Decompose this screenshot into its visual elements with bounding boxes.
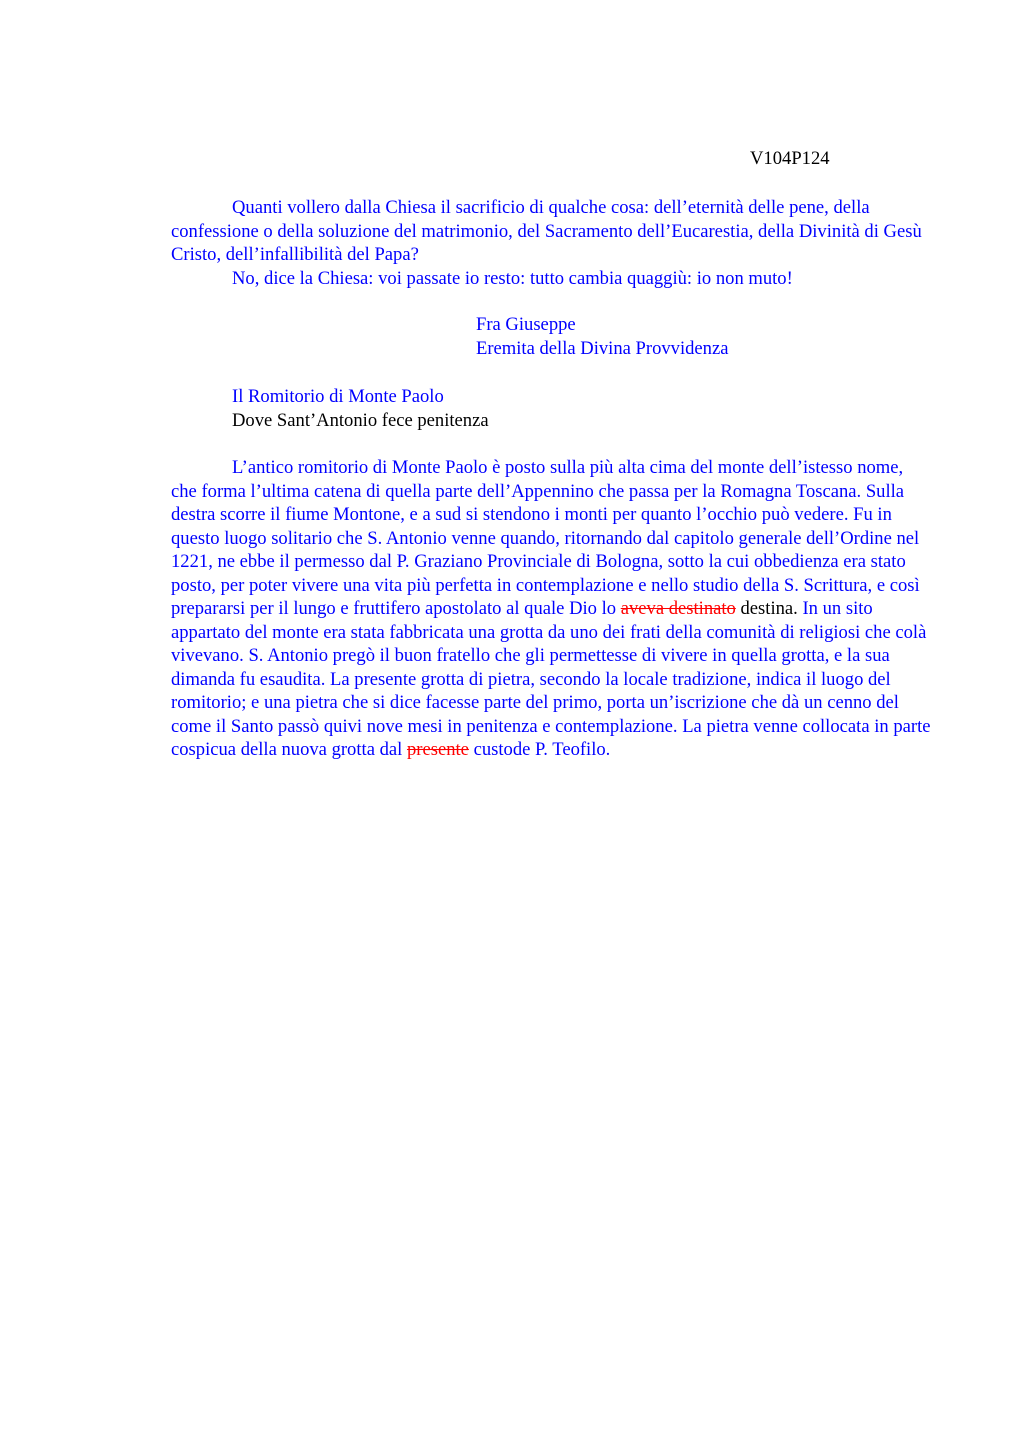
heading-title: Il Romitorio di Monte Paolo (232, 386, 444, 407)
signature-title: Eremita della Divina Provvidenza (476, 337, 729, 359)
body-text-part-2: In un sito appartato del monte era stata fabbricata una grotta da uno dei frati della comunità di religiosi che colà vivevano. S. Antonio pregò il buon fratello che gli permettesse di vivere in quella grotta, e la sua dimanda fu esaudita. La presente grotta di pietra, secondo la locale tradizione, indica il luogo del romitorio; e una pietra che si dice facesse parte del primo, porta un’iscrizione che dà un cenno del come il Santo passò quivi nove mesi in penitenza e contemplazione. La pietra venne collocata in parte cospicua della nuova grotta dal (171, 598, 931, 760)
signature-name: Fra Giuseppe (476, 314, 576, 335)
intro-paragraph-1: Quanti vollero dalla Chiesa il sacrificio di qualche cosa: dell’eternità delle pene, della confessione o della soluzione del matrimonio, del Sacramento dell’Eucarestia, della Divinità di Gesù Cristo, dell’infallibilità del Papa? (171, 197, 922, 265)
heading-subtitle: Dove Sant’Antonio fece penitenza (232, 409, 489, 431)
section-heading (232, 385, 489, 432)
page-code: V104P124 (750, 148, 830, 169)
body-paragraph (171, 456, 931, 762)
intro-paragraph-2: No, dice la Chiesa: voi passate io resto: tutto cambia quaggiù: io non muto! (232, 267, 793, 289)
deleted-text-2: presente (406, 739, 469, 760)
deleted-text-1: aveva destinato (620, 598, 736, 619)
body-text-part-3: custode P. Teofilo. (468, 739, 611, 760)
body-text-part-1: L’antico romitorio di Monte Paolo è posto sulla più alta cima del monte dell’istesso nome, che forma l’ultima catena di quella parte dell’Appennino che passa per la Romagna Toscana. Sulla destra scorre il fiume Montone, e a sud si stendono i monti per quanto l’occhio può vedere. Fu in questo luogo solitario che S. Antonio venne quando, ritornando dal capitolo generale dell’Ordine nel 1221, ne ebbe il permesso dal P. Graziano Provinciale di Bologna, sotto la cui obbedienza era stato posto, per poter vivere una vita più perfetta in contemplazione e nello studio della S. Scrittura, e così prepararsi per il lungo e fruttifero apostolato al quale Dio lo (171, 457, 920, 619)
signature (476, 313, 728, 360)
inserted-text-1: destina. (735, 598, 798, 619)
intro-section (171, 196, 931, 290)
